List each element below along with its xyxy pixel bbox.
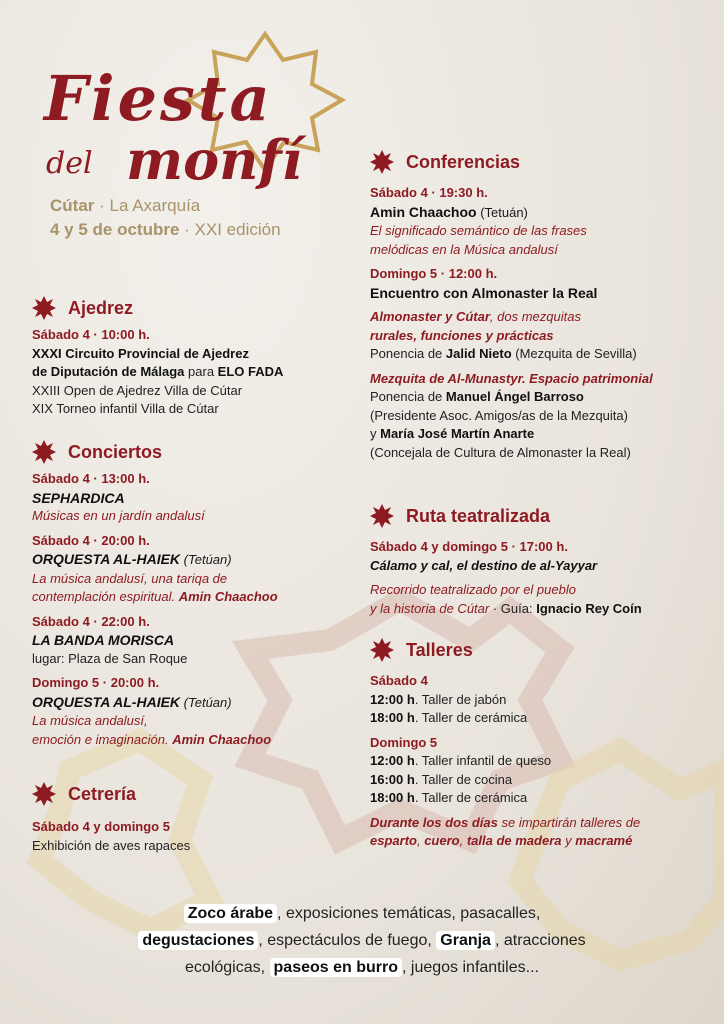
section-title: Ajedrez bbox=[68, 297, 134, 318]
location: Cútar · La Axarquía bbox=[50, 196, 201, 215]
section-title: Cetrería bbox=[68, 783, 137, 804]
star-bullet-icon bbox=[370, 150, 394, 174]
festival-logo bbox=[30, 28, 350, 218]
event-desc: Exhibición de aves rapaces bbox=[32, 837, 191, 853]
event-desc: El significado semántico de las frases bbox=[370, 223, 587, 238]
title-del: del bbox=[46, 146, 93, 181]
event-desc: y la historia de Cútar · Guía: Ignacio Rey Coín bbox=[370, 600, 642, 616]
event-time: Sábado 4 · 19:30 h. bbox=[370, 185, 488, 200]
event-desc: emoción e imaginación. Amin Chaachoo bbox=[32, 731, 272, 747]
event-desc: Recorrido teatralizado por el pueblo bbox=[370, 582, 576, 597]
talk-speaker-role: (Presidente Asoc. Amigos/as de la Mezquita) bbox=[370, 407, 628, 423]
talk-title: Almonaster y Cútar, dos mezquitas bbox=[370, 309, 581, 324]
section-conferencias bbox=[370, 148, 653, 462]
event-desc: La música andalusí, bbox=[32, 713, 148, 728]
event-desc: melódicas en la Música andalusí bbox=[370, 241, 558, 257]
star-bullet-icon bbox=[32, 296, 56, 320]
activities-summary bbox=[0, 900, 724, 981]
event-line: XXXI Circuito Provincial de Ajedrez bbox=[32, 345, 249, 361]
event-time: Sábado 4 · 10:00 h. bbox=[32, 327, 150, 342]
star-bullet-icon bbox=[32, 782, 56, 806]
talk-title: Mezquita de Al-Munastyr. Espacio patrimonial bbox=[370, 370, 653, 386]
event-line: de Diputación de Málaga para ELO FADA bbox=[32, 364, 284, 379]
event-time: Sábado 4 · 13:00 h. bbox=[32, 471, 150, 486]
event-desc: La música andalusí, una tariqa de bbox=[32, 570, 228, 586]
event-name: Amin Chaachoo (Tetuán) bbox=[370, 203, 528, 220]
talk-title: rurales, funciones y prácticas bbox=[370, 327, 554, 343]
event-dates: 4 y 5 de octubre · XXI edición bbox=[50, 220, 281, 239]
workshop-item: 18:00 h. Taller de cerámica bbox=[370, 790, 528, 805]
summary-line: degustaciones , espectáculos de fuego, Granja , atracciones bbox=[0, 927, 724, 954]
section-title: Conciertos bbox=[68, 441, 163, 462]
workshop-day: Domingo 5 bbox=[370, 734, 438, 750]
workshop-item: 12:00 h. Taller de jabón bbox=[370, 691, 507, 707]
talk-speaker: Ponencia de Jalid Nieto (Mezquita de Sevilla) bbox=[370, 346, 637, 361]
workshop-day: Sábado 4 bbox=[370, 673, 428, 688]
talk-speaker-role: (Concejala de Cultura de Almonaster la Real) bbox=[370, 444, 631, 460]
event-name: LA BANDA MORISCA bbox=[32, 632, 175, 648]
event-name: ORQUESTA AL-HAIEK (Tetúan) bbox=[32, 693, 232, 710]
title-fiesta: Fiesta bbox=[44, 62, 273, 135]
star-bullet-icon bbox=[370, 638, 394, 662]
event-time: Sábado 4 y domingo 5 bbox=[32, 819, 170, 834]
event-time: Domingo 5 · 12:00 h. bbox=[370, 266, 498, 281]
event-time: Sábado 4 y domingo 5 · 17:00 h. bbox=[370, 539, 568, 554]
talk-speaker: y María José Martín Anarte bbox=[370, 426, 535, 441]
title-monfi: monfí bbox=[126, 128, 303, 192]
event-desc: Músicas en un jardín andalusí bbox=[32, 508, 205, 523]
section-conciertos bbox=[32, 438, 278, 749]
workshop-note: Durante los dos días se impartirán talleres de bbox=[370, 814, 641, 830]
event-desc: contemplación espiritual. Amin Chaachoo bbox=[32, 589, 278, 604]
event-name: ORQUESTA AL-HAIEK (Tetúan) bbox=[32, 551, 232, 567]
star-bullet-icon bbox=[32, 440, 56, 464]
talk-speaker: Ponencia de Manuel Ángel Barroso bbox=[370, 389, 584, 404]
workshop-item: 16:00 h. Taller de cocina bbox=[370, 771, 513, 787]
section-ajedrez bbox=[32, 294, 283, 419]
event-place: lugar: Plaza de San Roque bbox=[32, 650, 188, 666]
event-time: Sábado 4 · 20:00 h. bbox=[32, 532, 150, 548]
star-bullet-icon bbox=[370, 504, 394, 528]
event-time: Domingo 5 · 20:00 h. bbox=[32, 675, 160, 690]
workshop-note: esparto, cuero, talla de madera y macramé bbox=[370, 833, 633, 848]
workshop-item: 18:00 h. Taller de cerámica bbox=[370, 710, 528, 725]
event-name: Cálamo y cal, el destino de al-Yayyar bbox=[370, 557, 598, 573]
section-ruta-teatralizada bbox=[370, 502, 642, 618]
event-name: SEPHARDICA bbox=[32, 489, 125, 506]
section-talleres bbox=[370, 636, 640, 851]
event-name: Encuentro con Almonaster la Real bbox=[370, 284, 598, 301]
summary-line: ecológicas, paseos en burro , juegos infantiles... bbox=[185, 959, 539, 976]
event-line: XXIII Open de Ajedrez Villa de Cútar bbox=[32, 382, 243, 398]
summary-line: Zoco árabe , exposiciones temáticas, pasacalles, bbox=[0, 900, 724, 927]
event-time: Sábado 4 · 22:00 h. bbox=[32, 613, 150, 629]
workshop-item: 12:00 h. Taller infantil de queso bbox=[370, 753, 552, 768]
section-cetreria bbox=[32, 780, 190, 855]
event-line: XIX Torneo infantil Villa de Cútar bbox=[32, 401, 219, 416]
section-title: Conferencias bbox=[406, 151, 521, 172]
section-title: Ruta teatralizada bbox=[406, 505, 551, 526]
section-title: Talleres bbox=[406, 639, 473, 660]
